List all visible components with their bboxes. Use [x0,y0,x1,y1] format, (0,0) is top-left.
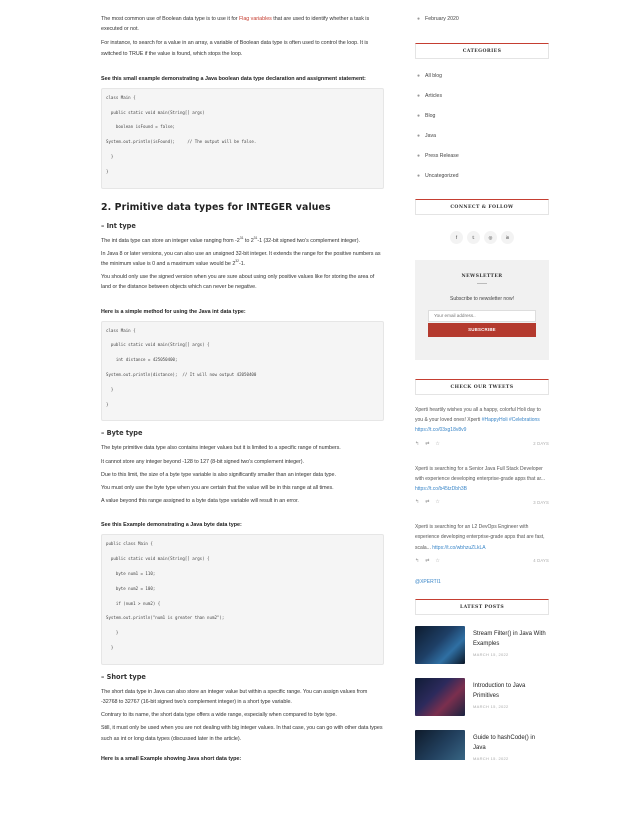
category-item[interactable]: ● All blog [417,73,443,79]
latest-posts-list [415,626,549,760]
post-date: MARCH 15, 2022 [473,703,509,709]
article-body [101,14,384,764]
code-line: } [106,644,114,650]
paragraph-int-signed: You should only use the signed version when you are sure about using only positive values like for storing the area of land or the distance between objects which can never be negative. [101,274,375,291]
bullet-icon: ● [417,153,421,159]
divider [477,283,487,284]
bullet-icon: ● [417,16,421,22]
tweet-age: 3 DAYS [533,499,549,505]
byte-type-heading: – Byte type [101,429,143,438]
tweet-link[interactable]: #HappyHoli #Celebrations https://t.co/03xg18v8v9 [415,417,540,434]
category-item[interactable]: ● Uncategorized [417,173,459,179]
flag-variables-link[interactable]: Flag variables [238,16,272,22]
linkedin-icon[interactable]: in [501,231,514,244]
code-line: class Main { [106,327,136,333]
code-block-int [101,321,384,422]
paragraph-search-example: For instance, to search for a value in an array, a variable of Boolean data type is often used to control the loop. It is switched to TRUE if the value is found, which stops the loop. [101,40,369,57]
bullet-icon: ● [417,93,421,99]
paragraph-byte-1: The byte primitive data type also contains integer values but it is limited to a specific range of numbers. [101,445,341,452]
code-line: } [106,154,114,159]
section-heading-integer: 2. Primitive data types for INTEGER values [101,201,331,213]
paragraph-flag-variables: The most common use of Boolean data type is to use it for Flag variables that are used to identify whether a task is executed or not. [101,16,370,33]
int-type-heading: – Int type [101,221,136,230]
code-line: public static void main(String[] args) { [106,556,210,562]
tweet-item: Xperti is searching for an L2 DevOps Engineer with experience developing enterprise-grade apps that are fast, scala... https://t.co/wbhzuZLkLA ↰ ⇄ ☆ 4 DAYS [415,524,549,564]
code-line: } [106,386,114,392]
category-item[interactable]: ● Blog [417,113,436,119]
post-thumbnail[interactable] [415,730,465,760]
code-line: System.out.println(distance); // It will now output 42050400 [106,372,257,377]
category-item[interactable]: ● Articles [417,93,443,99]
reply-icon[interactable]: ↰ [415,557,420,564]
paragraph-byte-5: A value beyond this range assigned to a byte data type variable will result in an error. [101,498,299,505]
post-thumbnail[interactable] [415,678,465,716]
tweet-age: 4 DAYS [533,558,549,564]
post-date: MARCH 15, 2022 [473,651,509,657]
code-line: public static void main(String[] args) { [106,342,210,348]
retweet-icon[interactable]: ⇄ [425,440,430,447]
code-block-boolean [101,88,384,189]
code-line: public static void main(String[] args) [106,109,205,115]
code-line: class Main { [106,94,136,100]
post-title[interactable]: Stream Filter() in Java With Examples [473,630,546,648]
paragraph-short-1: The short data type in Java can also store an integer value but within a specific range. You can assign values from -32768 to 32767 (16-bit signed two’s complement integer) in a short type variable. [101,688,368,705]
newsletter-title: NEWSLETTER [461,274,503,279]
example-short-title: Here is a small Example showing Java short data type: [101,755,242,762]
tweets-widget-title: CHECK OUR TWEETS [415,379,549,395]
example-boolean-title: See this small example demonstrating a Java boolean data type declaration and assignment statement: [101,75,366,82]
categories-widget-title: CATEGORIES [415,43,549,59]
category-item[interactable]: ● Java [417,133,436,139]
social-links [415,231,549,244]
post-date: MARCH 15, 2022 [473,755,509,760]
post-title[interactable]: Guide to hashCode() in Java [473,734,536,752]
category-item[interactable]: ● Press Release [417,153,459,159]
code-block-byte [101,534,384,664]
post-item[interactable] [415,626,549,678]
subscribe-button[interactable]: SUBSCRIBE [428,323,536,337]
reply-icon[interactable]: ↰ [415,440,420,447]
bullet-icon: ● [417,173,421,179]
code-line: public class Main { [106,541,153,547]
post-item[interactable] [415,678,549,730]
example-int-title: Here is a simple method for using the Java int data type: [101,308,246,315]
post-item[interactable] [415,730,549,760]
categories-list [415,71,549,191]
post-title[interactable]: Introduction to Java Primitives [473,682,526,700]
newsletter-text: Subscribe to newsletter now! [450,296,514,302]
code-line: int distance = 425050400; [106,357,178,363]
code-line: byte num2 = 100; [106,585,156,591]
paragraph-int-unsigned: In Java 8 or later versions, you can also use an unsigned 32-bit integer. It extends the range for the positive numbers as the minimum value is 0 and a maximum value would be $2^{32}-1$. [101,250,381,267]
bullet-icon: ● [417,133,421,139]
favorite-icon[interactable]: ☆ [435,440,440,447]
code-line: } [106,168,109,174]
code-line: } [106,401,109,407]
tweet-link[interactable]: https://t.co/b45tzDbh3B [415,486,467,493]
facebook-icon[interactable]: f [450,231,463,244]
latest-posts-widget-title: LATEST POSTS [415,599,549,615]
retweet-icon[interactable]: ⇄ [425,557,430,564]
reply-icon[interactable]: ↰ [415,499,420,506]
tweet-item: Xperti is searching for a Senior Java Full Stack Developer with experience developing enterprise-grade apps that ar... https://t.co/b45tzDbh3B ↰ ⇄ ☆ 3 DAYS [415,465,549,506]
bullet-icon: ● [417,73,421,79]
tweet-link[interactable]: https://t.co/wbhzuZLkLA [432,544,486,551]
connect-widget-title: CONNECT & FOLLOW [415,199,549,215]
code-line: System.out.println(isFound); // The output will be false. [106,139,257,145]
email-input[interactable]: Your email address.. [428,310,536,322]
paragraph-byte-2: It cannot store any integer beyond -128 to 127 (8-bit signed two’s complement integer). [101,458,304,465]
code-line: } [106,630,119,636]
paragraph-int-range: The int data type can store an integer value ranging from $-2^{31}$ to $2^{31}-1$ (32-bit signed two’s complement integer). [101,235,360,244]
code-line: boolean isFound = false; [106,124,176,130]
paragraph-byte-4: You must only use the byte type when you are certain that the value will be in this range at all times. [101,485,334,491]
tweet-age: 2 DAYS [533,441,549,447]
favorite-icon[interactable]: ☆ [435,557,440,564]
sidebar [415,14,549,760]
paragraph-byte-3: Due to this limit, the size of a byte type variable is also significantly smaller than an integer data type. [101,471,336,478]
twitter-handle-link[interactable]: @XPERTI1 [415,578,441,585]
twitter-icon[interactable]: 𝕥 [467,231,480,244]
paragraph-short-2: Contrary to its name, the short data type offers a wide range, especially when compared to byte type. [101,712,337,719]
tweet-item: Xperti heartily wishes you all a happy, colorful Holi day to you & your loved ones! Xperti #HappyHoli #Celebrations https://t.co/03xg18v8v9 ↰ ⇄ ☆ 2 DAYS [415,407,549,447]
archive-item-february-2020[interactable]: ● February 2020 [417,16,459,22]
code-line: byte num1 = 110; [106,571,156,576]
example-byte-title: See this Example demonstrating a Java byte data type: [101,522,242,529]
short-type-heading: – Short type [101,672,146,681]
paragraph-short-3: Still, it must only be used when you are not dealing with big integer values. In that case, you can go with other data types such as int or long data types (discussed later in the article). [101,725,383,742]
retweet-icon[interactable]: ⇄ [425,499,430,506]
instagram-icon[interactable]: ◎ [484,231,497,244]
code-line: System.out.println("num1 is greater than num2"); [106,615,225,621]
bullet-icon: ● [417,113,421,119]
favorite-icon[interactable]: ☆ [435,499,440,506]
newsletter-widget [415,260,549,360]
post-thumbnail[interactable] [415,626,465,664]
code-line: if (num1 > num2) { [106,600,161,606]
